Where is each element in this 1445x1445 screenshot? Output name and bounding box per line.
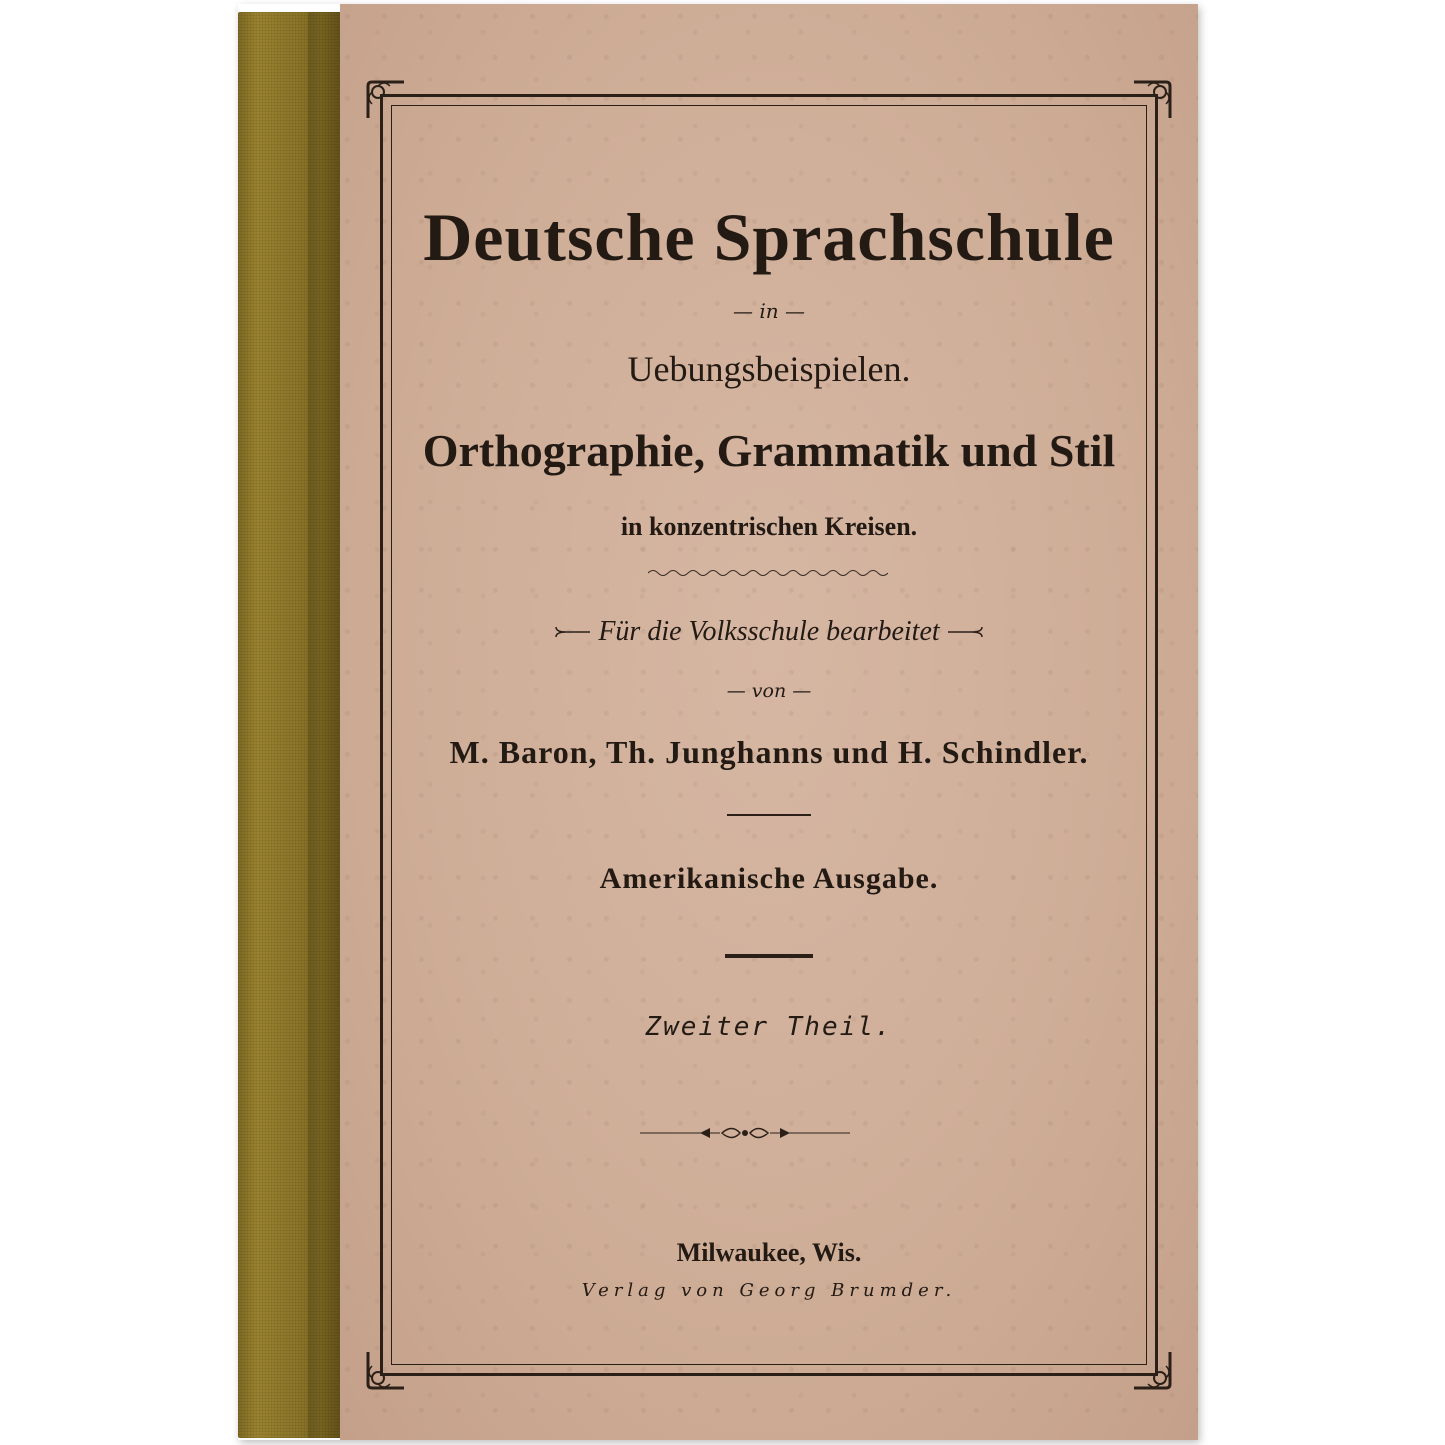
book-title: Deutsche Sprachschule	[423, 199, 1115, 275]
edition-line: Amerikanische Ausgabe.	[599, 862, 939, 895]
method-line: in konzentrischen Kreisen.	[620, 512, 918, 541]
connector-in: — in —	[733, 299, 805, 323]
authors-line: M. Baron, Th. Junghanns und H. Schindler.	[449, 734, 1089, 770]
publisher-line: Verlag von Georg Brumder.	[581, 1280, 957, 1301]
title-page-content	[380, 94, 1158, 1376]
paper-cover	[340, 4, 1198, 1440]
subtitle: Uebungsbeispielen.	[627, 349, 911, 389]
book	[238, 4, 1198, 1440]
publication-city: Milwaukee, Wis.	[676, 1238, 862, 1267]
right-scroll-bracket-icon	[946, 623, 986, 641]
fleuron-divider-icon	[640, 1124, 850, 1142]
topics-heading: Orthographie, Grammatik und Stil	[422, 425, 1116, 476]
left-scroll-bracket-icon	[552, 623, 592, 641]
audience-line	[380, 616, 1158, 649]
spine-hinge	[308, 12, 342, 1438]
wavy-divider-icon	[648, 568, 888, 578]
thick-rule	[725, 954, 813, 958]
part-line: Zweiter Theil.	[645, 1012, 893, 1042]
short-rule	[727, 814, 811, 816]
connector-von: — von —	[726, 680, 812, 702]
audience-text: Für die Volksschule bearbeitet	[598, 616, 940, 647]
